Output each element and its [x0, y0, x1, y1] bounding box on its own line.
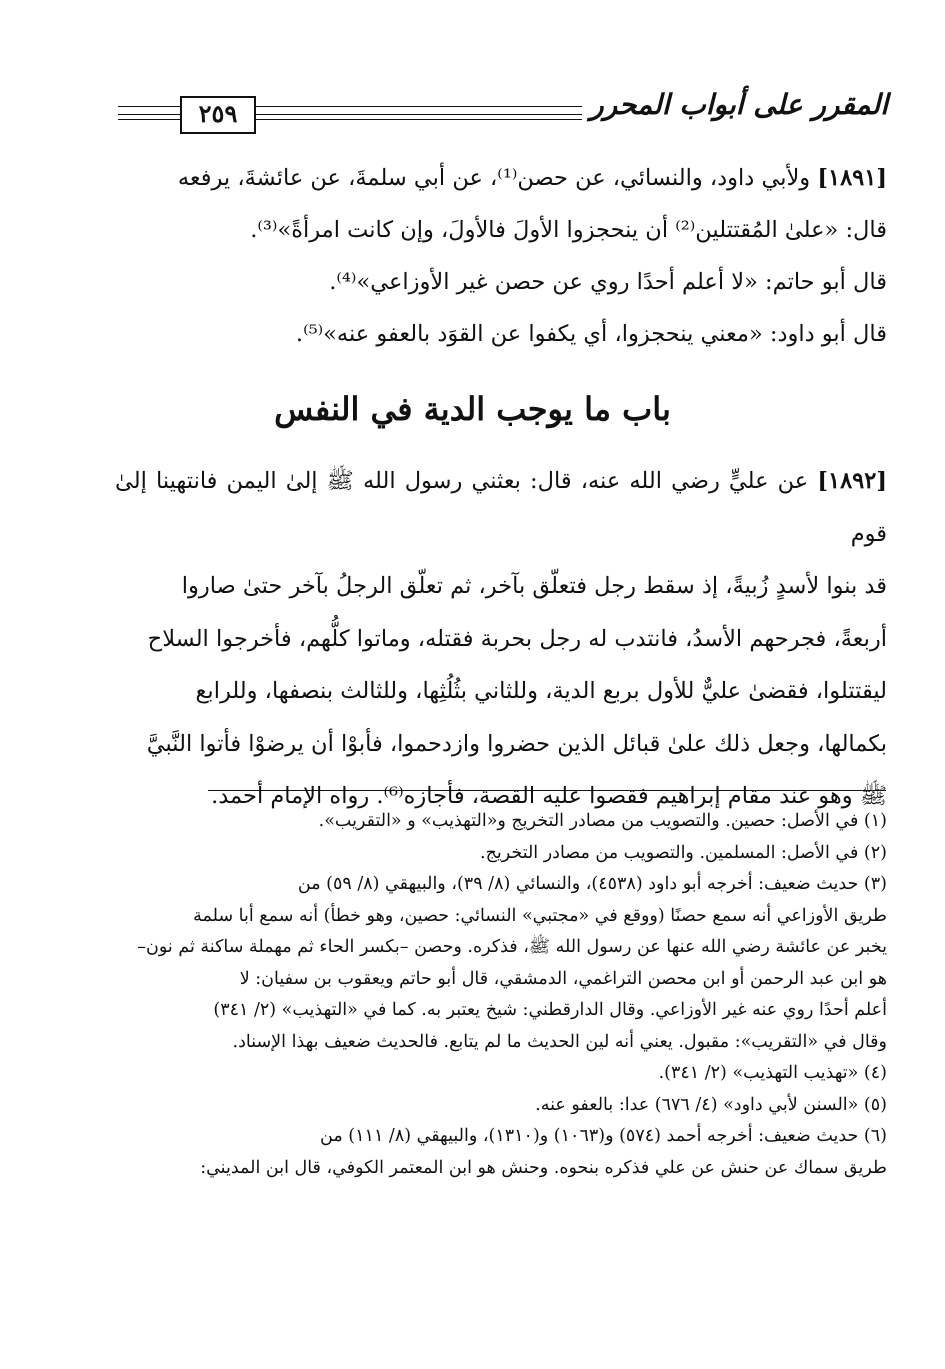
- hadith-number: [١٨٩١]: [817, 165, 887, 191]
- footnote-5: [115, 1090, 887, 1122]
- footnote-3: [115, 869, 887, 1058]
- hadith-number: [١٨٩٢]: [817, 468, 887, 494]
- footnote-line: (١) في الأصل: حصين. والتصويب من مصادر التخريج و«التهذيب» و «التقريب».: [318, 811, 887, 831]
- footnote-line: (٦) حديث ضعيف: أخرجه أحمد (٥٧٤) و(١٠٦٣) و(١٣١٠)، والبيهقي (٨/ ١١١) من: [320, 1126, 887, 1146]
- section-heading: باب ما يوجب الدية في النفس: [274, 390, 671, 428]
- hadith-1891-line-3: قال أبو حاتم: «لا أعلم أحدًا روي عن حصن غير الأوزاعي»⁽⁴⁾.: [329, 269, 887, 295]
- running-title: المقرر على أبواب المحرر: [582, 88, 888, 122]
- footnote-6: [115, 1121, 887, 1184]
- text-line: ولأبي داود، والنسائي، عن حصن⁽¹⁾، عن أبي سلمةَ، عن عائشةَ، يرفعه: [177, 165, 811, 191]
- footnote-line: (٣) حديث ضعيف: أخرجه أبو داود (٤٥٣٨)، والنسائي (٨/ ٣٩)، والبيهقي (٨/ ٥٩) من: [297, 874, 887, 894]
- hadith-1892-line-3: أربعةً، فجرحهم الأسدُ، فانتدب له رجل بحربة فقتله، وماتوا كلُّهم، فأخرجوا السلاح: [147, 625, 887, 652]
- footnote-line: (٥) «السنن لأبي داود» (٤/ ٦٧٦) عدا: بالعفو عنه.: [535, 1094, 887, 1115]
- page-header: [118, 88, 888, 136]
- hadith-1891-line-2: قال: «علىٰ المُقتتلين⁽²⁾ أن ينحجزوا الأولَ فالأولَ، وإن كانت امرأةً»⁽³⁾.: [250, 217, 887, 243]
- footnote-line: طريق الأوزاعي أنه سمع حصنًا (ووقع في «مجتبي» النسائي: حصين، وهو خطأ) أنه سمع أبا سلمة: [193, 905, 887, 926]
- footnote-line: طريق سماك عن حنش عن علي فذكره بنحوه. وحنش هو ابن المعتمر الكوفي، قال ابن المديني:: [200, 1157, 887, 1178]
- hadith-1892-line-5: بكمالها، وجعل ذلك علىٰ قبائل الذين حضروا وازدحموا، فأبوْا أن يرضوْا فأتوا النَّبيَّ: [146, 730, 887, 757]
- page-number: ٢٥٩: [180, 96, 256, 134]
- footnote-4: [115, 1058, 887, 1090]
- footnote-line: (٢) في الأصل: المسلمين. والتصويب من مصادر التخريج.: [480, 842, 887, 863]
- hadith-1892-line-1: [115, 455, 887, 560]
- hadith-1891-line-4: قال أبو داود: «معني ينحجزوا، أي يكفوا عن القوَد بالعفو عنه»⁽⁵⁾.: [295, 321, 887, 347]
- hadith-1892-line-6: ﷺ وهو عند مقام إبراهيم فقصوا عليه القصة، فأجازه⁽⁶⁾. رواه الإمام أحمد.: [211, 783, 887, 809]
- hadith-1891: [115, 152, 887, 360]
- footnote-line: (٤) «تهذيب التهذيب» (٢/ ٣٤١).: [658, 1063, 887, 1083]
- footnote-separator: [208, 790, 886, 791]
- footnote-line: هو ابن عبد الرحمن أو ابن محصن التراغمي، الدمشقي، قال أبو حاتم ويعقوب بن سفيان: لا: [239, 968, 887, 989]
- hadith-1892-line-4: ليقتتلوا، فقضىٰ عليٌّ للأول بربع الدية، وللثاني بثُلُثِها، وللثالث بنصفها، وللرابع: [195, 678, 887, 704]
- hadith-1891-line-1: [115, 152, 887, 204]
- footnote-line: أعلم أحدًا روي عنه غير الأوزاعي. وقال الدارقطني: شيخ يعتبر به. كما في «التهذيب» (٢/ ٣٤١): [213, 1000, 887, 1020]
- footnote-1: [115, 806, 887, 838]
- text-line: عن عليٍّ رضي الله عنه، قال: بعثني رسول الله ﷺ إلىٰ اليمن فانتهينا إلىٰ قوم: [115, 468, 887, 547]
- footnote-line: وقال في «التقريب»: مقبول. يعني أنه لين الحديث ما لم يتابع. فالحديث ضعيف بهذا الإسناد.: [232, 1031, 887, 1052]
- footnote-2: [115, 838, 887, 870]
- footnotes: [115, 806, 887, 1184]
- footnote-line: يخبر عن عائشة رضي الله عنها عن رسول الله ﷺ، فذكره. وحصن –بكسر الحاء ثم مهملة ساكنة ثم نون–: [137, 937, 887, 957]
- hadith-1892: [115, 455, 887, 823]
- hadith-1892-line-2: قد بنوا لأسدٍ زُبيةً، إذ سقط رجل فتعلّق بآخر، ثم تعلّق الرجلُ بآخر حتىٰ صاروا: [181, 573, 887, 599]
